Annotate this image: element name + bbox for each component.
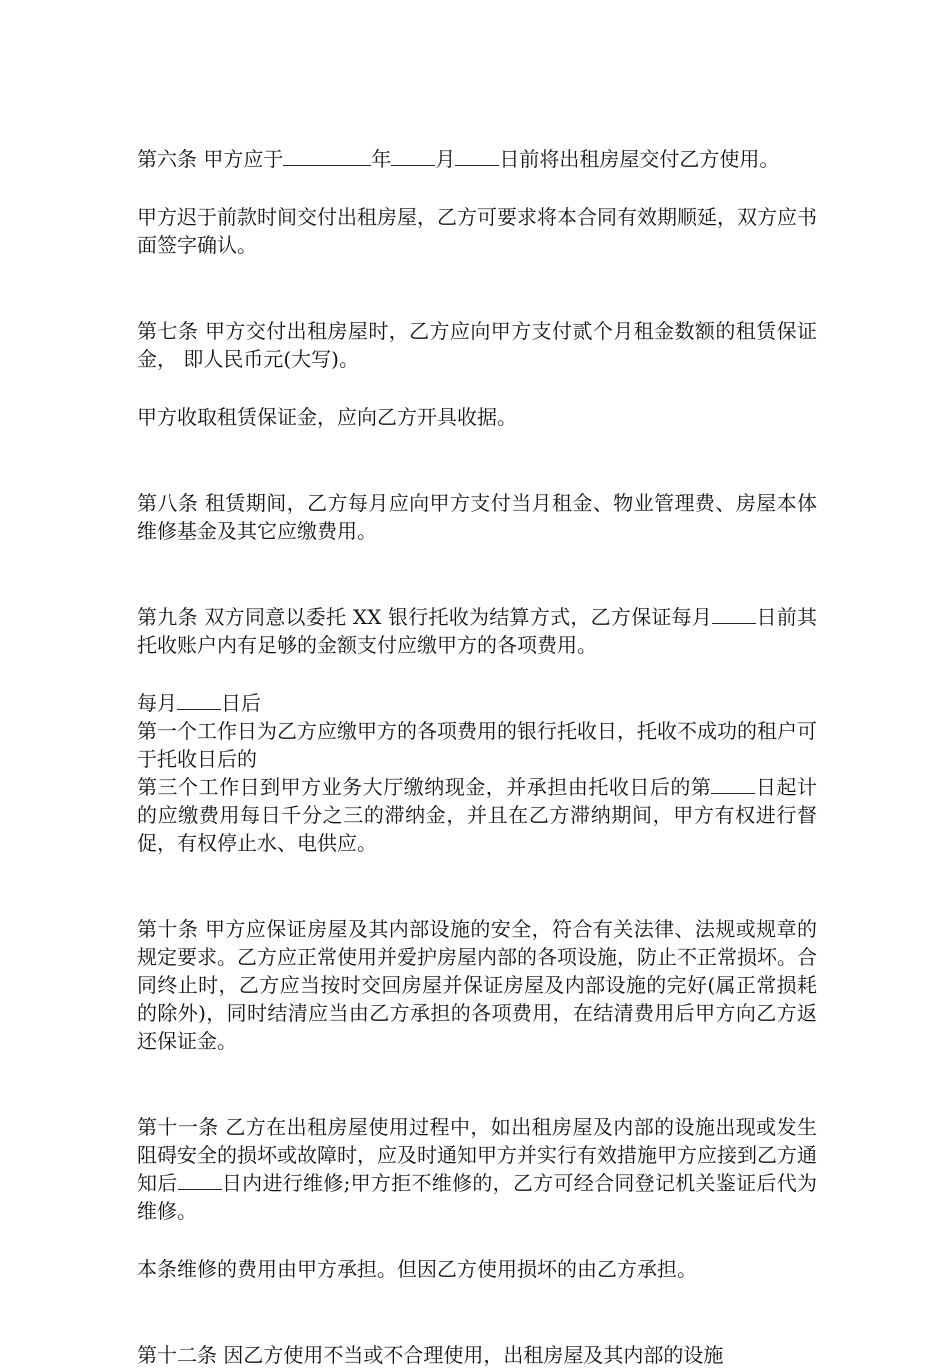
clause-9-text-after: 日后 bbox=[221, 691, 261, 715]
clause-12-paragraph-1: 第十二条 因乙方使用不当或不合理使用，出租房屋及其内部的设施 bbox=[137, 1343, 724, 1367]
clause-6-text-c: 月 bbox=[435, 147, 456, 171]
year-blank bbox=[283, 147, 371, 166]
clause-6-paragraph-2: 甲方迟于前款时间交付出租房屋，乙方可要求将本合同有效期顺延，双方应书面签字确认。 bbox=[137, 205, 817, 257]
clause-9-text-d: 日起计的应缴费用每日千分之三的滞纳金，并且在乙方滞纳期间，甲方有权进行督促，有权停止水、电供应。 bbox=[137, 775, 818, 855]
clause-10-paragraph-1: 第十条 甲方应保证房屋及其内部设施的安全，符合有关法律、法规或规章的规定要求。乙方应正常使用并爱护房屋内部的各项设施，防止不正常损坏。合同终止时，乙方应当按时交回房屋并保证房屋及内部设施的完好(属正常损耗的除外)，同时结清应当由乙方承担的各项费用，在结清费用后甲方向乙方返还保证金。 bbox=[137, 917, 817, 1053]
contract-page bbox=[137, 145, 817, 1369]
clause-6-paragraph-1 bbox=[137, 145, 817, 173]
day-blank bbox=[455, 147, 499, 166]
clause-9-text-b: 日前其托收账户内有足够的金额支付应缴甲方的各项费用。 bbox=[137, 605, 817, 657]
clause-11-text-b: 日内进行维修;甲方拒不维修的，乙方可经合同登记机关鉴证后代为维修。 bbox=[137, 1171, 817, 1223]
clause-8-paragraph-1: 第八条 租赁期间，乙方每月应向甲方支付当月租金、物业管理费、房屋本体维修基金及其它应缴费用。 bbox=[137, 491, 817, 543]
clause-9-paragraph-1 bbox=[137, 603, 817, 659]
day-blank bbox=[177, 691, 221, 710]
clause-11-paragraph-1 bbox=[137, 1113, 817, 1225]
clause-9-paragraph-3: 第一个工作日为乙方应缴甲方的各项费用的银行托收日，托收不成功的租户可于托收日后的 bbox=[137, 719, 817, 771]
clause-9-text-a: 第九条 双方同意以委托 XX 银行托收为结算方式，乙方保证每月 bbox=[137, 605, 713, 629]
clause-7-paragraph-1: 第七条 甲方交付出租房屋时，乙方应向甲方支付贰个月租金数额的租赁保证金， 即人民币元(大写)。 bbox=[137, 319, 817, 371]
day-blank bbox=[711, 775, 755, 794]
clause-9-text-monthly: 每月 bbox=[137, 691, 177, 715]
clause-9-paragraph-4 bbox=[137, 773, 817, 857]
clause-6-text-b: 年 bbox=[371, 147, 392, 171]
clause-6-text-d: 日前将出租房屋交付乙方使用。 bbox=[499, 147, 780, 171]
day-blank bbox=[712, 605, 756, 624]
clause-11-text-a: 第十一条 乙方在出租房屋使用过程中，如出租房屋及内部的设施出现或发生阻碍安全的损坏或故障时，应及时通知甲方并实行有效措施甲方应接到乙方通知后 bbox=[137, 1115, 817, 1195]
clause-11-paragraph-2: 本条维修的费用由甲方承担。但因乙方使用损坏的由乙方承担。 bbox=[137, 1257, 697, 1281]
day-blank bbox=[178, 1171, 222, 1190]
clause-9-text-c: 第三个工作日到甲方业务大厅缴纳现金，并承担由托收日后的第 bbox=[137, 775, 712, 799]
clause-6-text-a: 第六条 甲方应于 bbox=[137, 147, 284, 171]
month-blank bbox=[391, 147, 435, 166]
clause-9-paragraph-2 bbox=[137, 689, 817, 717]
clause-7-paragraph-2: 甲方收取租赁保证金，应向乙方开具收据。 bbox=[137, 405, 517, 429]
